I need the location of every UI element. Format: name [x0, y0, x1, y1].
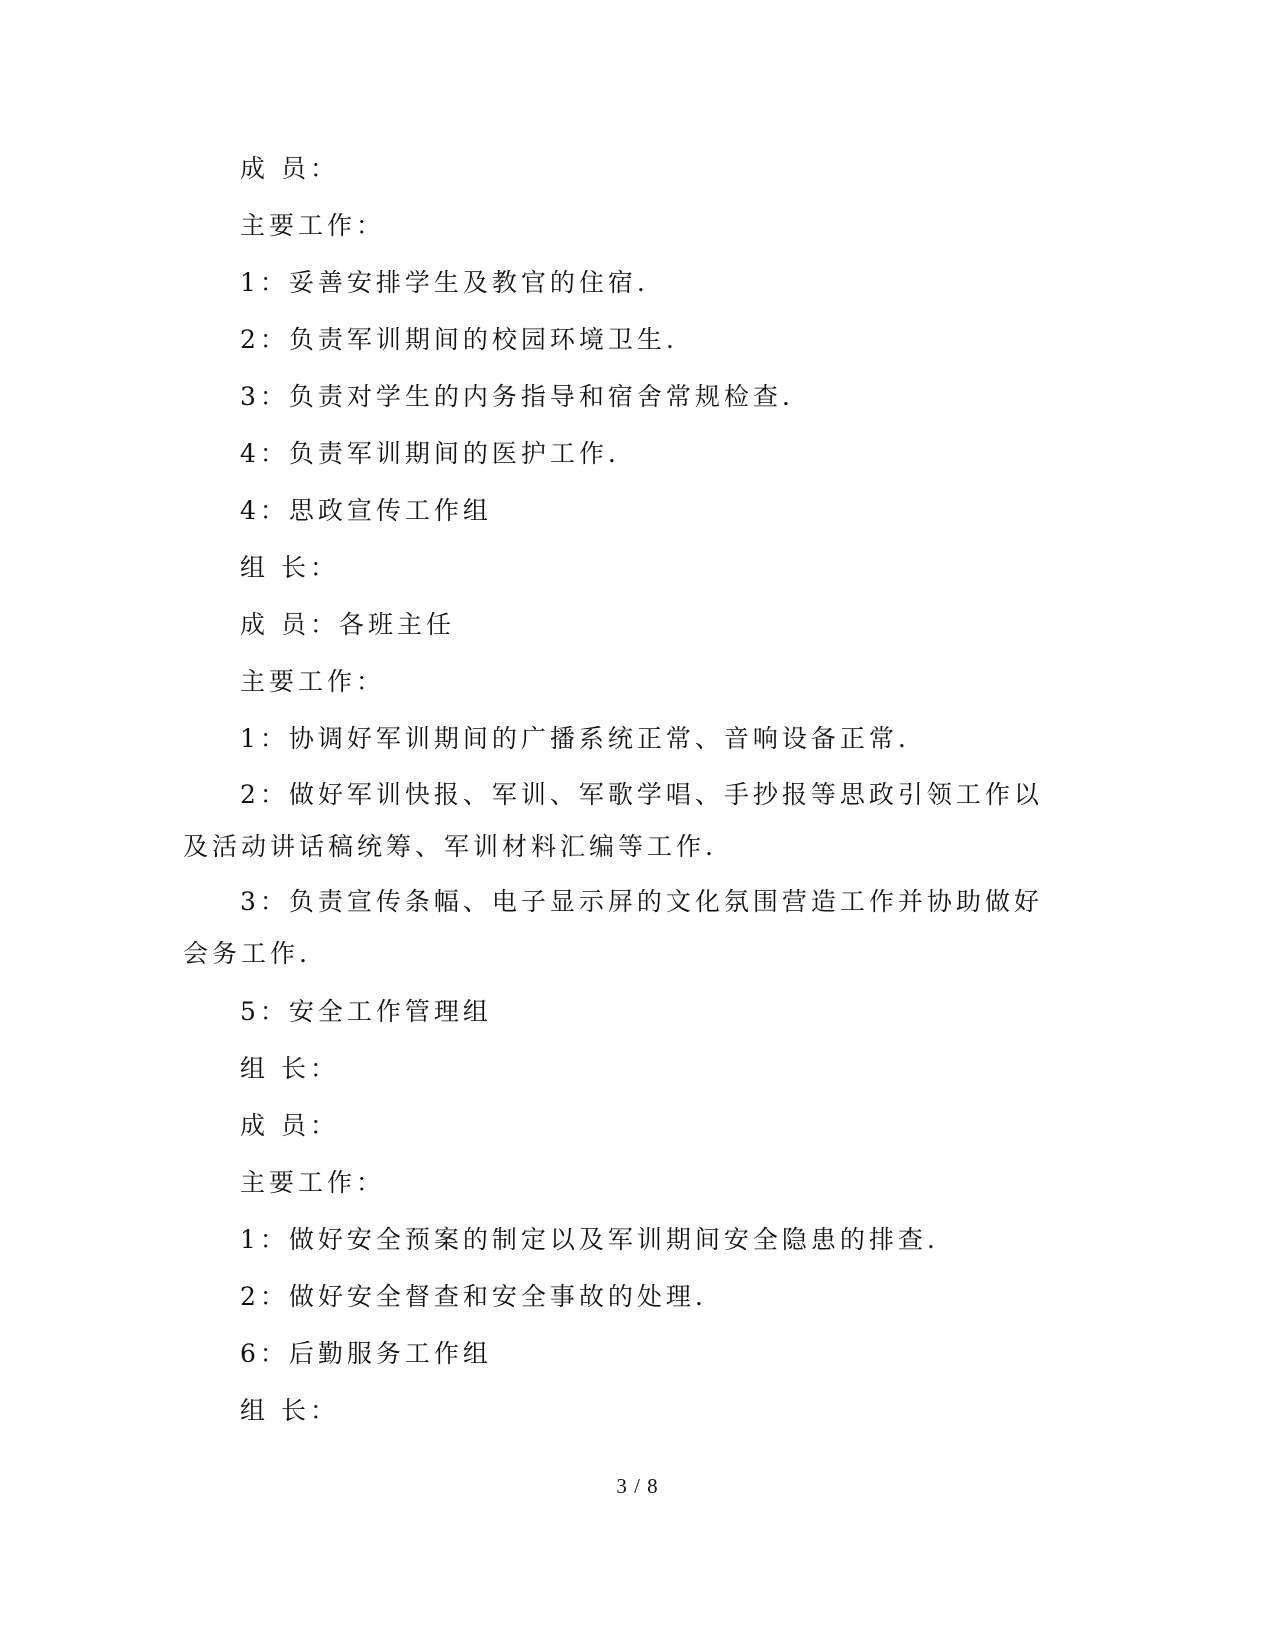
paragraph-leader-2: 组 长： [240, 1054, 339, 1083]
paragraph-item: 2：负责军训期间的校园环境卫生. [240, 325, 678, 354]
paragraph-leader-1: 组 长： [240, 553, 339, 582]
paragraph-item-multiline: 3：负责宣传条幅、电子显示屏的文化氛围营造工作并协助做好会务工作. [183, 887, 1043, 968]
paragraph-item: 3：负责对学生的内务指导和宿舍常规检查. [240, 382, 794, 411]
paragraph-main-work-3: 主要工作： [240, 1168, 386, 1197]
paragraph-item: 4：负责军训期间的医护工作. [240, 439, 620, 468]
paragraph-leader-3: 组 长： [240, 1396, 339, 1425]
paragraph-main-work-2: 主要工作： [240, 667, 386, 696]
section-heading-logistics: 6：后勤服务工作组 [240, 1339, 492, 1368]
paragraph-item: 1：协调好军训期间的广播系统正常、音响设备正常. [240, 724, 910, 753]
paragraph-main-work-1: 主要工作： [240, 211, 386, 240]
paragraph-member-1: 成 员： [240, 154, 339, 183]
paragraph-item: 2：做好安全督查和安全事故的处理. [240, 1282, 707, 1311]
page-number: 3 / 8 [616, 1474, 659, 1498]
document-body [183, 140, 1053, 1439]
paragraph-item: 1：做好安全预案的制定以及军训期间安全隐患的排查. [240, 1225, 939, 1254]
paragraph-member-2: 成 员：各班主任 [240, 610, 455, 639]
section-heading-propaganda: 4：思政宣传工作组 [240, 496, 492, 525]
paragraph-item-multiline: 2：做好军训快报、军训、军歌学唱、手抄报等思政引领工作以及活动讲话稿统筹、军训材料汇编等工作. [183, 780, 1043, 861]
paragraph-member-3: 成 员： [240, 1111, 339, 1140]
paragraph-item: 1：妥善安排学生及教官的住宿. [240, 268, 649, 297]
section-heading-safety: 5：安全工作管理组 [240, 997, 492, 1026]
